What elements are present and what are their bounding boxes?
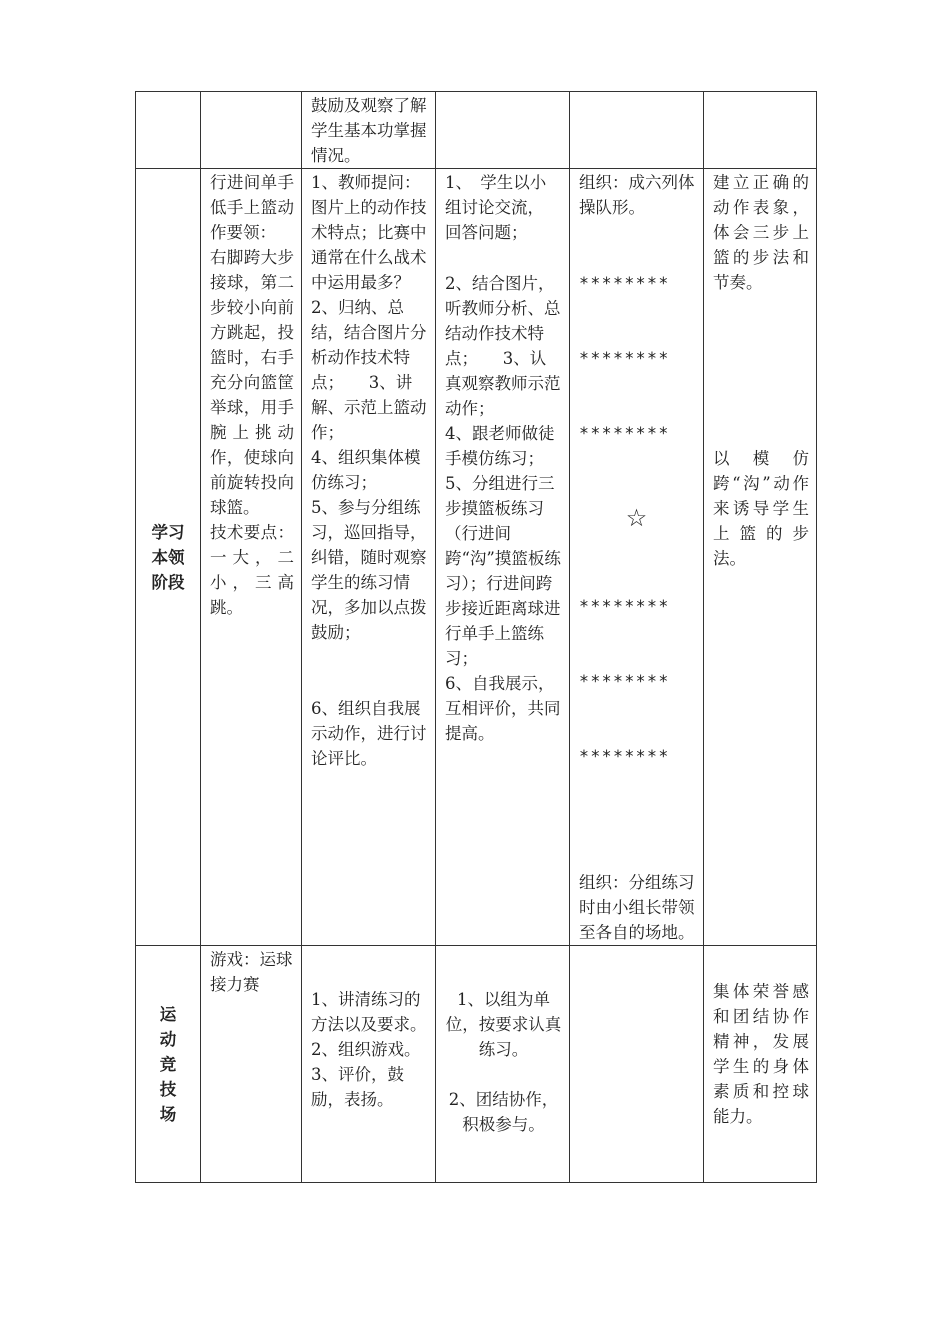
formation-bottom: ******** ******** ********: [579, 597, 670, 766]
student-activity-cell: 1、 学生以小组讨论交流，回答问题； 2、结合图片，听教师分析、总结动作技术特点； 3、认真观察教师示范动作； 4、跟老师做徒手模仿练习； 5、分组进行三步摸篮板练习（行进间跨“沟”摸篮板练习）；行进间跨步接近距离球进行单手上篮练习； 6、自我展示，互相评价，共同提高。: [436, 169, 570, 946]
table-row: [136, 169, 817, 946]
formation-top: ******** ******** ********: [579, 274, 670, 443]
intent-cell: [704, 92, 817, 169]
lesson-plan-table: [135, 91, 817, 1183]
teacher-position-marker: ☆: [625, 504, 648, 532]
stage-label: 运 动 竞 技 场: [159, 1004, 177, 1124]
teacher-activity-cell: 1、讲清练习的方法以及要求。 2、组织游戏。 3、评价，鼓励，表扬。: [302, 946, 436, 1183]
stage-label: 学习 本领 阶段: [151, 522, 185, 592]
student-activity-cell: [436, 92, 570, 169]
organization-cell: [570, 946, 704, 1183]
stage-cell: [136, 92, 201, 169]
intent-cell: 建立正确的动作表象，体会三步上篮的步法和节奏。 以模仿跨“沟”动作来诱导学生上篮的步法。: [704, 169, 817, 946]
intent-cell: 集体荣誉感和团结协作精神，发展学生的身体素质和控球能力。: [704, 946, 817, 1183]
table-row: [136, 92, 817, 169]
content-cell: 游戏：运球接力赛: [201, 946, 302, 1183]
table-row: [136, 946, 817, 1183]
teacher-activity-cell: 1、教师提问：图片上的动作技术特点；比赛中通常在什么战术中运用最多？ 2、归纳、总结，结合图片分析动作技术特点； 3、讲解、示范上篮动作； 4、组织集体模仿练习； 5、参与分组练习，巡回指导，纠错，随时观察学生的练习情况，多加以点拨鼓励； 6、组织自我展示动作，进行讨论评比。: [302, 169, 436, 946]
organization-cell: 组织：成六列体操队形。 ******** ******** ******** ☆ ******** ******** ******** 组织：分组练习时由小组长带领至各自的场地。: [570, 169, 704, 946]
content-cell: 行进间单手低手上篮动作要领： 右脚跨大步接球，第二步较小向前方跳起，投篮时，右手充分向篮筐举球，用手腕上挑动作，使球向前旋转投向球篮。 技术要点：一大，二小，三高跳。: [201, 169, 302, 946]
student-activity-cell: 1、以组为单位，按要求认真练习。 2、团结协作，积极参与。: [436, 946, 570, 1183]
content-cell: [201, 92, 302, 169]
stage-cell: [136, 169, 201, 946]
teacher-activity-cell: 鼓励及观察了解学生基本功掌握情况。: [302, 92, 436, 169]
organization-cell: [570, 92, 704, 169]
stage-cell: [136, 946, 201, 1183]
